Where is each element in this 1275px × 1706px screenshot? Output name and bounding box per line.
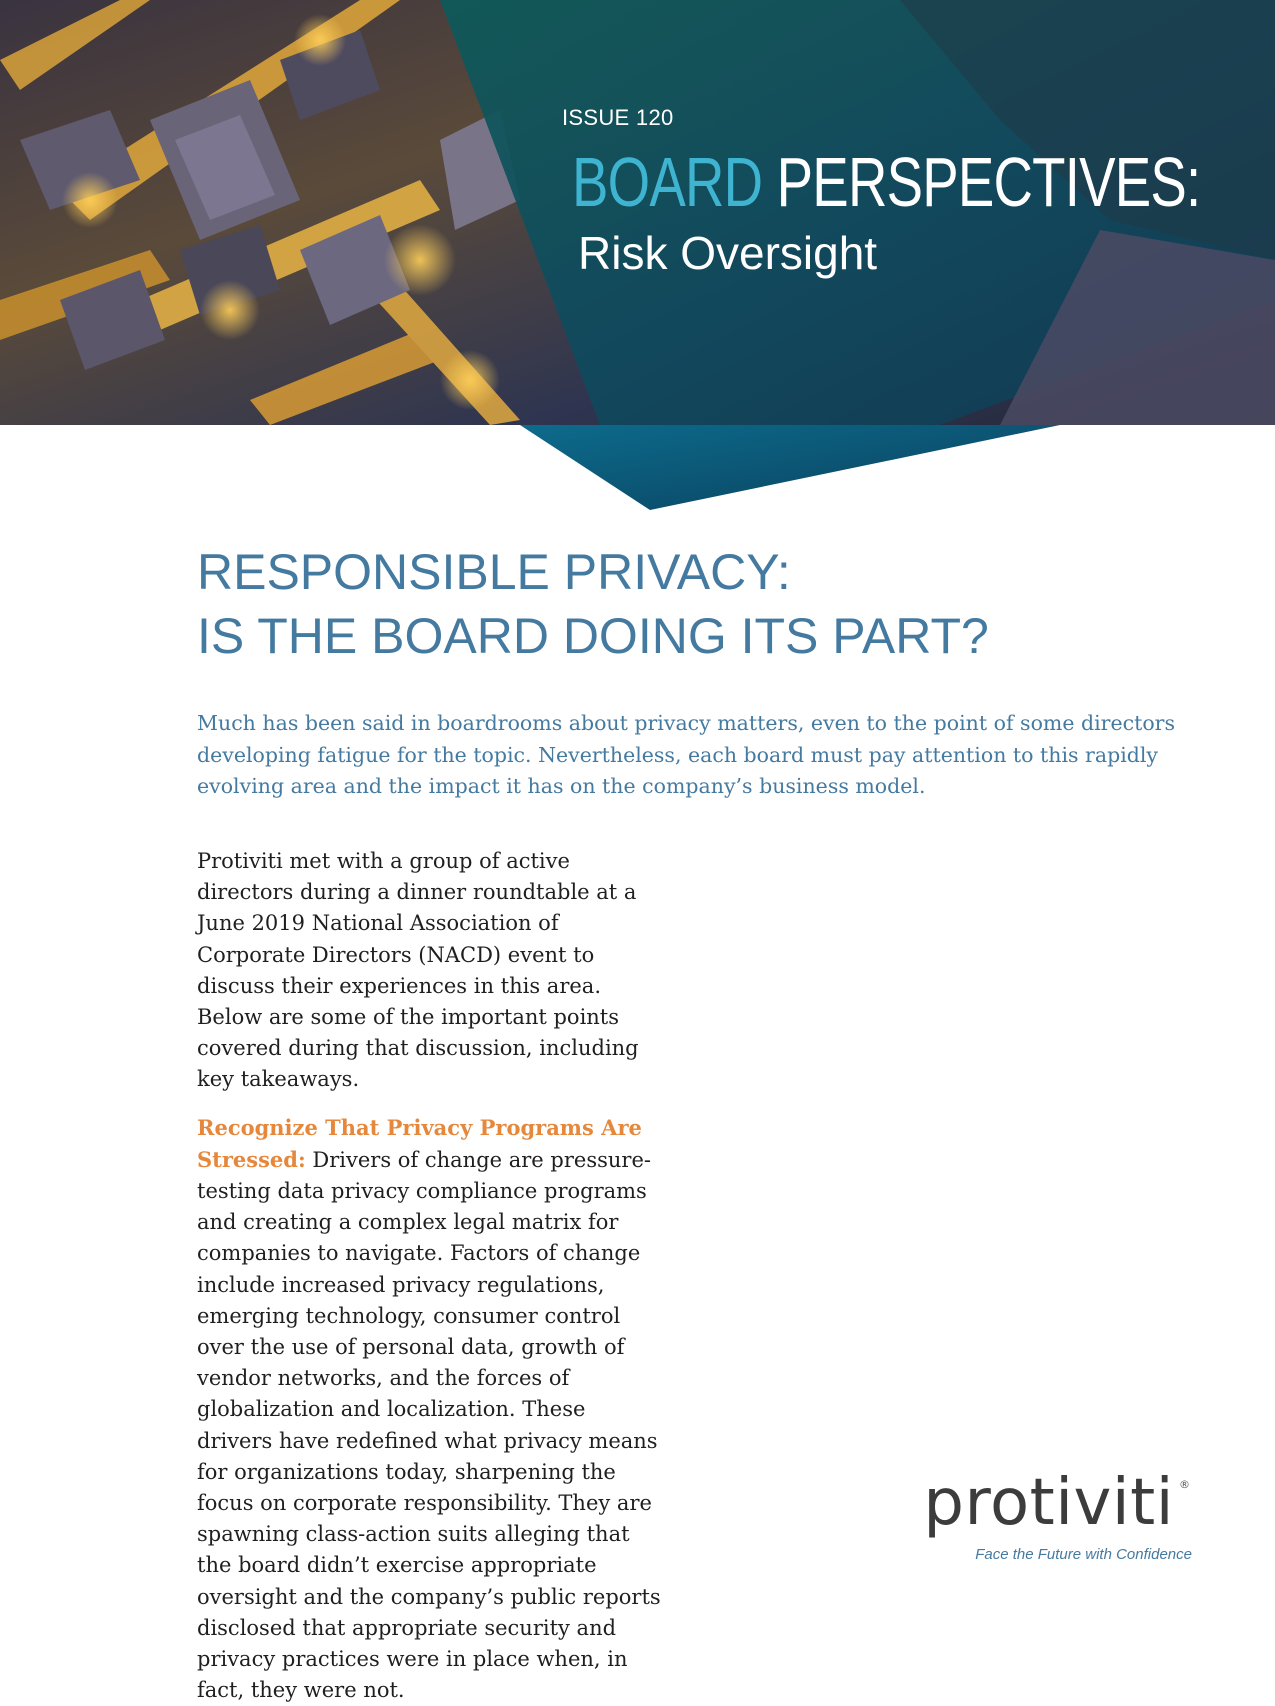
series-title-main: PERSPECTIVES: (776, 143, 1201, 221)
logo-wordmark: protiviti (923, 1466, 1174, 1540)
body-column-left (197, 846, 667, 1706)
protiviti-logo (923, 1466, 1196, 1578)
opening-paragraph: Protiviti met with a group of active directors during a dinner roundtable at a June 2019 National Association of Corporate Directors (NACD) event to discuss their experiences in this area. Below are some of the important points covered during that discussion, including key takeaways. (197, 849, 639, 1092)
section-body: Drivers of change are pressure-testing data privacy compliance programs and creating a complex legal matrix for companies to navigate. Factors of change include increased privacy regulations, emerging technology, consumer control over the use of personal data, growth of vendor networks, and the forces of globalization and localization. These drivers have redefined what privacy means for organizations today, sharpening the focus on corporate responsibility. They are spawning class-action suits alleging that the board didn’t exercise appropriate oversight and the company’s public reports disclosed that appropriate security and privacy practices were in place when, in fact, they were not. (197, 1147, 661, 1703)
article-headline (197, 540, 1197, 668)
headline-line-2: IS THE BOARD DOING ITS PART? (197, 608, 989, 664)
headline-line-1: RESPONSIBLE PRIVACY: (197, 544, 791, 600)
series-subtitle: Risk Oversight (578, 227, 878, 279)
header-banner (0, 0, 1275, 520)
logo-tagline: Face the Future with Confidence (975, 1546, 1192, 1563)
series-title (572, 142, 1200, 222)
registered-mark: ® (1179, 1478, 1190, 1491)
issue-number: ISSUE 120 (562, 105, 674, 130)
section-lead: Recognize That Privacy Programs Are Stressed: (197, 1114, 642, 1172)
section-privacy-stressed (197, 1112, 667, 1706)
intro-paragraph: Much has been said in boardrooms about privacy matters, even to the point of some directors developing fatigue for the topic. Nevertheless, each board must pay attention to this rapidly evolving area and the impact it has on the company’s business model. (197, 711, 1175, 798)
series-title-accent: BOARD (572, 143, 763, 221)
